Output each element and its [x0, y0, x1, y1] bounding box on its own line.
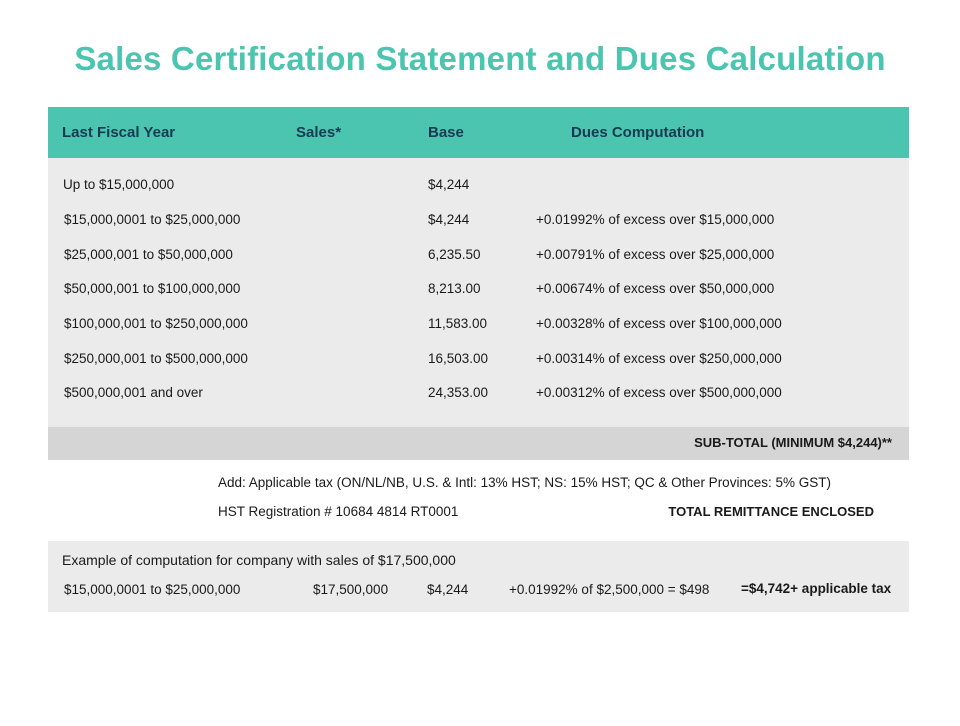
row-base: 16,503.00: [428, 351, 489, 366]
table-row: [48, 385, 909, 405]
row-base: $4,244: [428, 212, 470, 227]
row-base: 6,235.50: [428, 247, 481, 262]
row-computation: +0.00328% of excess over $100,000,000: [536, 316, 782, 331]
row-computation: +0.00791% of excess over $25,000,000: [536, 247, 775, 262]
row-base: 11,583.00: [428, 316, 488, 331]
row-range: $50,000,001 to $100,000,000: [64, 281, 241, 296]
example-panel: [48, 541, 909, 612]
row-range: $100,000,001 to $250,000,000: [64, 316, 248, 331]
subtotal-row: [48, 427, 909, 460]
table-row: [48, 247, 909, 267]
rates-table: [48, 158, 909, 427]
row-computation: +0.00312% of excess over $500,000,000: [536, 385, 782, 400]
table-row: [48, 177, 909, 197]
table-row: [48, 212, 909, 232]
table-row: [48, 281, 909, 301]
header-sales: Sales*: [296, 124, 342, 141]
example-sales: $17,500,000: [313, 582, 389, 597]
example-title: Example of computation for company with sales of $17,500,000: [62, 552, 456, 568]
table-header: [48, 107, 909, 158]
row-base: $4,244: [428, 177, 470, 192]
row-base: 8,213.00: [428, 281, 481, 296]
header-base: Base: [428, 124, 464, 141]
example-total: =$4,742+ applicable tax: [741, 581, 892, 596]
total-remittance-label: TOTAL REMITTANCE ENCLOSED: [668, 504, 874, 519]
row-computation: +0.00674% of excess over $50,000,000: [536, 281, 775, 296]
row-range: $15,000,0001 to $25,000,000: [64, 212, 241, 227]
subtotal-label: SUB-TOTAL (MINIMUM $4,244)**: [694, 435, 892, 450]
row-range: Up to $15,000,000: [63, 177, 175, 192]
table-row: [48, 316, 909, 336]
row-base: 24,353.00: [428, 385, 489, 400]
hst-registration: HST Registration # 10684 4814 RT0001: [218, 504, 459, 519]
example-range: $15,000,0001 to $25,000,000: [64, 582, 241, 597]
row-range: $25,000,001 to $50,000,000: [64, 247, 233, 262]
applicable-tax-note: Add: Applicable tax (ON/NL/NB, U.S. & Intl: 13% HST; NS: 15% HST; QC & Other Provinces: 5% GST): [218, 475, 831, 490]
row-range: $500,000,001 and over: [64, 385, 203, 400]
header-last-fiscal-year: Last Fiscal Year: [62, 124, 176, 141]
example-computation: +0.01992% of $2,500,000 = $498: [509, 582, 710, 597]
row-range: $250,000,001 to $500,000,000: [64, 351, 248, 366]
example-base: $4,244: [427, 582, 469, 597]
table-row: [48, 351, 909, 371]
page-title: Sales Certification Statement and Dues Calculation: [74, 40, 886, 77]
header-dues-computation: Dues Computation: [571, 124, 705, 141]
row-computation: +0.00314% of excess over $250,000,000: [536, 351, 782, 366]
row-computation: +0.01992% of excess over $15,000,000: [536, 212, 775, 227]
